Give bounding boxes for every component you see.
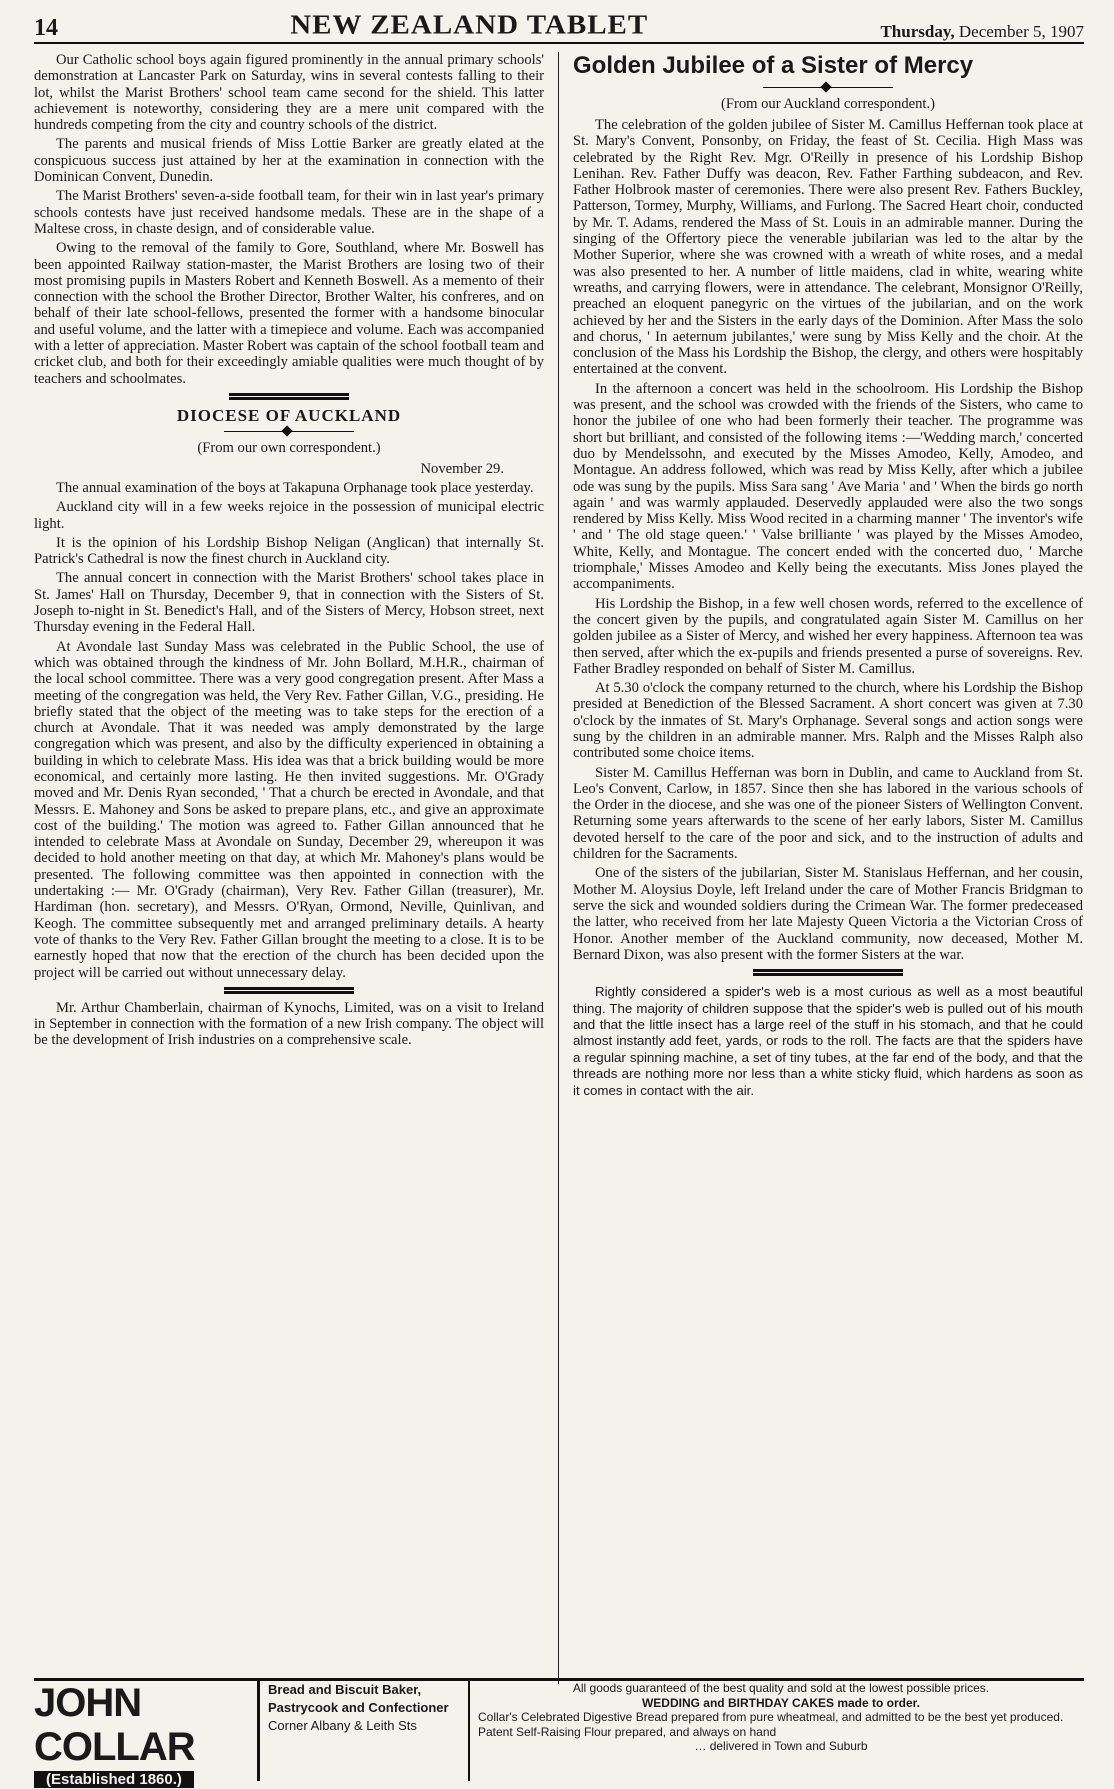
ad-name-block (34, 1681, 260, 1788)
issue-date (880, 22, 1084, 42)
paragraph: Auckland city will in a few weeks rejoice in the possession of municipal electric light. (34, 499, 544, 532)
left-column (34, 52, 558, 1684)
spider-note (573, 984, 1083, 1099)
ad-established: (Established 1860.) (34, 1771, 194, 1788)
ad-line: All goods guaranteed of the best quality and sold at the lowest possible prices. (572, 1681, 990, 1695)
ornament-rule (763, 82, 893, 94)
paragraph: It is the opinion of his Lordship Bishop Neligan (Anglican) that internally St. Patrick's Cathedral is now the finest church in Auckland city. (34, 534, 544, 568)
ad-text-block (470, 1681, 1084, 1781)
paragraph: The celebration of the golden jubilee of Sister M. Camillus Heffernan took place at St. Mary's Convent, Ponsonby, on Friday, the feast of St. Cecilia. High Mass was celebrated by the Right Rev. Mgr. O'Reilly in presence of his Lordship Bishop Lenihan. Rev. Father Duffy was deacon, Rev. Father Farthing subdeacon, and Rev. Father Holbrook master of ceremonies. There were also present Rev. Fathers Buckley, Patterson, Tormey, Murphy, Williams, and Furlong. The Sacred Heart choir, conducted by Mr. T. Adams, rendered the Mass of St. Louis in an admirable manner. During the singing of the Offertory piece the venerable jubilarian was led to the altar by the Mother Superior, where she was crowned with a wreath of white roses, and a medal was also presented to her. A number of little maidens, clad in white, wearing white wreaths, and carrying flowers, were in attendance. The celebrant, Monsignor O'Reilly, preached an eloquent panegyric on the virtues of the jubilarian, and on the work achieved by her and the Sisters in the early days of the Dominion. After Mass the solo and chorus, ' In aeternum jubilantes,' were sung by Miss Kelly and the choir. At the conclusion of the Mass his Lordship the Bishop, the clergy, and others were hospitably entertained at the convent. (573, 117, 1083, 378)
section-divider (753, 969, 903, 976)
byline: (From our own correspondent.) (197, 439, 381, 456)
ad-trade-line: Bread and Biscuit Baker, (268, 1682, 422, 1697)
paragraph: In the afternoon a concert was held in the schoolroom. His Lordship the Bishop was present, and the school was crowded with the friends of the Sisters, who came to honor the jubilee of one who had been formerly their teacher. The programme was short but brilliant, and consisted of the following items :—'Wedding march,' concerted duo by Mendelssohn, and executed by the Misses Amodeo, Kelly, Amodeo, and Montague. An address followed, which was read by Miss Kelly, after which a jubilee ode was sung by the pupils. Miss Sara sang ' Ave Maria ' and ' When the birds go north again ' and was warmly applauded. Deservedly applauded were also the two songs rendered by Miss Kelly. Miss Wood recited in a charming manner ' The inventor's wife ' and ' The old stage queen.' ' Valse brilliante ' was played by the Misses Amodeo, White, Kelly, and Montague. The concert ended with the concerted duo, ' Marche triomphale,' Misses Amodeo and Kelly being the executants. Miss Jones played the accompaniments. (573, 380, 1083, 593)
ad-trade-line: Pastrycook and Confectioner (268, 1700, 449, 1715)
ad-trade-block (260, 1681, 470, 1781)
ad-line: Collar's Celebrated Digestive Bread prepared from pure wheatmeal, and admitted to be the best yet produced. Patent Self-Raising Flour prepared, and always on hand (478, 1710, 1064, 1739)
paragraph: The parents and musical friends of Miss Lottie Barker are greatly elated at the conspicuous success just attained by her at the examination in connection with the Dominican Convent, Dunedin. (34, 136, 544, 186)
newspaper-title: NEW ZEALAND TABLET (290, 9, 649, 41)
paragraph: The Marist Brothers' seven-a-side football team, for their win in last year's primary schools contests have just received handsome medals. These are in the shape of a Maltese cross, in chaste design, and of considerable value. (34, 188, 544, 237)
paragraph: The annual examination of the boys at Takapuna Orphanage took place yesterday. (56, 479, 534, 496)
ad-line (478, 1696, 1084, 1711)
columns (34, 52, 1084, 1684)
ad-address: Corner Albany & Leith Sts (268, 1718, 417, 1733)
ornament-rule (224, 426, 354, 438)
paragraph: At Avondale last Sunday Mass was celebrated in the Public School, the use of which was obtained through the kindness of Mr. John Bollard, M.H.R., chairman of the local school committee. There was a very good congregation present. After Mass a meeting of the congregation was held, the Very Rev. Father Gillan, V.G., presiding. He briefly stated that the object of the meeting was to take steps for the erection of a church at Avondale. That it was needed was amply demonstrated by the large congregation which was present, and also by the difficulty experienced in obtaining a building in which to celebrate Mass. His idea was that a brick building would be more economical, and certainly more lasting. He then invited suggestions. Mr. O'Grady moved and Mr. Denis Ryan seconded, ' That a church be erected in Avondale, and that Messrs. E. Mahoney and Sons be asked to prepare plans, etc., and give an approximate cost of the building.' The motion was agreed to. Father Gillan announced that he intended to celebrate Mass at Avondale on Sunday, December 29, whereupon it was decided to hold another meeting on that day, at which Mr. Mahoney's plans would be presented. The following committee was then appointed in connection with the undertaking :— Mr. O'Grady (chairman), Very Rev. Father Gillan (treasurer), Mr. Hardiman (hon. secretary), and Messrs. O'Ryan, Ormond, Neville, Quinlivan, and Keogh. The committee subsequently met and arranged preliminary details. A hearty vote of thanks to the Very Rev. Father Gillan brought the meeting to a close. It is to be earnestly hoped that now that the erection of the church has been decided upon the project will be carried out without unnecessary delay. (34, 638, 544, 981)
section-heading: DIOCESE OF AUCKLAND (176, 405, 402, 425)
paragraph: The annual concert in connection with the Marist Brothers' school takes place in St. James' Hall on Thursday, December 9, that in connection with the Sisters of St. Joseph to-night in St. Benedict's Hall, and of the Sisters of Mercy, Hobson street, next Thursday evening in the Federal Hall. (34, 570, 544, 636)
page-number: 14 (34, 15, 58, 41)
section-divider (224, 987, 354, 994)
advertisement (34, 1678, 1084, 1788)
paragraph: At 5.30 o'clock the company returned to the church, where his Lordship the Bishop presided at Benediction of the Blessed Sacrament. A short concert was given at 7.30 o'clock by the inmates of St. Mary's Orphanage. Several songs and action songs were sung by the children in an admirable manner. Mrs. Ralph and the Misses Ralph also contributed some choice items. (573, 680, 1083, 762)
article-heading: Golden Jubilee of a Sister of Mercy (573, 52, 974, 79)
paragraph: Owing to the removal of the family to Gore, Southland, where Mr. Boswell has been appointed Railway station-master, the Marist Brothers are losing two of their most promising pupils in Masters Robert and Kenneth Boswell. As a memento of their connection with the school the Brother Director, Brother Walter, his confreres, and on behalf of their late school-fellows, presented the former with a handsome binocular and useful volume, and the latter with a timepiece and volume. Each was accompanied with a letter of appreciation. Master Robert was captain of the school football team and cricket club, and both for their exceedingly amiable qualities were much thought of by teachers and schoolmates. (34, 240, 544, 387)
paragraph: One of the sisters of the jubilarian, Sister M. Stanislaus Heffernan, and her cousin, Mother M. Aloysius Doyle, left Ireland under the care of Mother Francis Bridgman to serve the sick and wounded soldiers during the Crimean War. The former predeceased the latter, who received from her late Majesty Queen Victoria a the Victorian Cross of Honor. Another member of the Auckland community, now deceased, Mother M. Bernard Dixon, was also present with the former Sisters at the war. (573, 865, 1083, 963)
paragraph: Mr. Arthur Chamberlain, chairman of Kynochs, Limited, was on a visit to Ireland in September in connection with the formation of a new Irish company. The object will be the development of Irish industries on a comprehensive scale. (34, 999, 544, 1049)
byline: (From our Auckland correspondent.) (721, 96, 935, 112)
right-column (558, 52, 1083, 1684)
ad-line-bold: WEDDING and BIRTHDAY CAKES made to order. (641, 1695, 921, 1710)
paragraph: His Lordship the Bishop, in a few well chosen words, referred to the excellence of the concert given by the pupils, and congratulated again Sister M. Camillus on her golden jubilee as a Sister of Mercy, and wished her every happiness. Afternoon tea was then served, after which the ex-pupils and friends presented a purse of sovereigns. Rev. Father Bradley responded on behalf of Sister M. Camillus. (573, 595, 1083, 677)
section-divider (229, 393, 349, 400)
masthead (34, 10, 1084, 44)
paragraph: Our Catholic school boys again figured prominently in the annual primary schools' demonstration at Lancaster Park on Saturday, wins in several contests falling to their lot, whilst the Marist Brothers' school team came second for the shield. This latter achievement is noteworthy, considering they are a mere unit compared with the hundreds competing from the city and country schools of the district. (34, 52, 544, 134)
issue-date-text: December 5, 1907 (958, 22, 1084, 41)
paragraph: Sister M. Camillus Heffernan was born in Dublin, and came to Auckland from St. Leo's Convent, Carlow, in 1857. Since then she has labored in the various schools of the Order in the diocese, and she was one of the pioneer Sisters of Wellington Convent. Returning some years afterwards to the scene of her early labors, Sister M. Camillus devoted herself to the care of the poor and sick, and to the instruction of adults and children for the Sacraments. (573, 764, 1083, 863)
ad-line: … delivered in Town and Suburb (694, 1739, 868, 1753)
paragraph: Rightly considered a spider's web is a most curious as well as a most beautiful thing. The majority of children suppose that the spider's web is pulled out of his mouth and that the little insect has a large reel of the stuff in his stomach, and that he could almost instantly add feet, yards, or rods to the roll. The facts are that the spiders have a regular spinning machine, a set of tiny tubes, at the far end of the body, and that the threads are nothing more nor less than a white sticky fluid, which hardens as soon as it comes in contact with the air. (573, 984, 1083, 1098)
issue-weekday: Thursday, (880, 22, 955, 41)
ad-name: JOHN COLLAR (34, 1681, 195, 1769)
dateline: November 29. (420, 460, 504, 477)
